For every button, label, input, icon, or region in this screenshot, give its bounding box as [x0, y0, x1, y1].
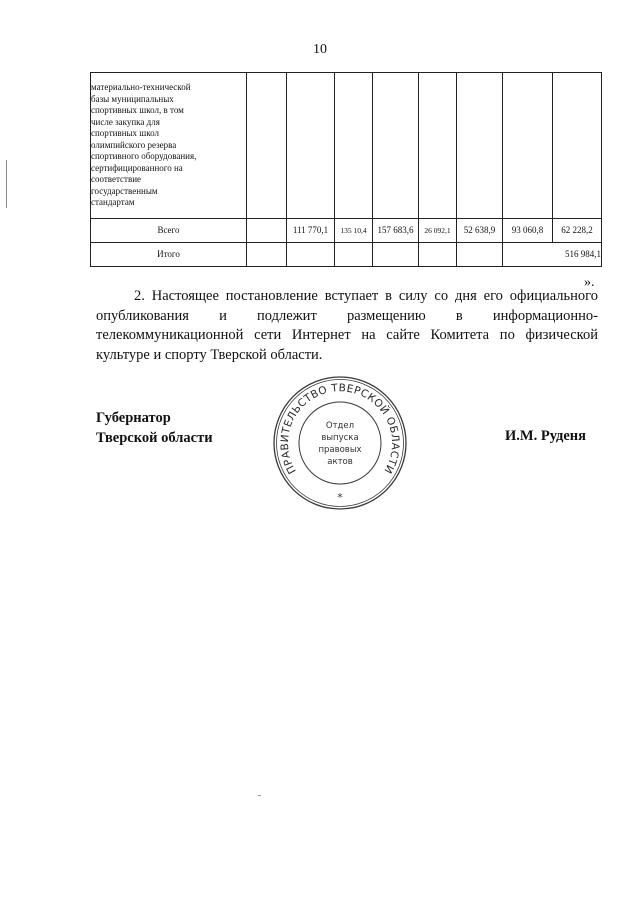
empty-cell	[503, 73, 553, 219]
total-value: 52 638,9	[457, 219, 503, 243]
description-line: спортивного оборудования,	[91, 151, 197, 162]
total-value: 135 10,4	[335, 219, 373, 243]
paragraph-2	[96, 287, 598, 365]
signatory-title	[96, 408, 213, 448]
signatory-name: И.М. Руденя	[505, 428, 587, 444]
total-label: Всего	[91, 219, 247, 243]
description-line: спортивных школ, в том	[91, 105, 184, 116]
grand-total-value: 516 984,1	[503, 243, 602, 267]
empty-cell	[335, 73, 373, 219]
empty-cell	[287, 243, 335, 267]
description-line: материально-технической	[91, 82, 191, 93]
description-line: стандартам	[91, 197, 135, 208]
official-seal	[272, 375, 408, 511]
empty-cell	[457, 73, 503, 219]
closing-quote: ».	[584, 275, 595, 290]
empty-cell	[419, 73, 457, 219]
empty-cell	[457, 243, 503, 267]
empty-cell	[287, 73, 335, 219]
page-number: 10	[313, 42, 327, 57]
seal-center-line: Отдел	[325, 421, 355, 431]
description-row	[91, 73, 602, 219]
total-value: 93 060,8	[503, 219, 553, 243]
description-line: государственным	[91, 185, 158, 196]
empty-cell	[247, 73, 287, 219]
signatory-title-line: Губернатор	[96, 410, 171, 426]
seal-ring-text: ПРАВИТЕЛЬСТВО ТВЕРСКОЙ ОБЛАСТИ	[278, 382, 402, 476]
empty-cell	[373, 243, 419, 267]
empty-cell	[335, 243, 373, 267]
signatory-title-line: Тверской области	[96, 430, 213, 446]
seal-center-line: правовых	[318, 445, 362, 455]
paragraph-line: опубликования и подлежит размещению в информационно-	[96, 307, 598, 324]
total-value: 62 228,2	[553, 219, 602, 243]
scan-speck	[258, 795, 261, 796]
budget-table	[90, 72, 602, 267]
description-line: числе закупка для	[91, 116, 160, 127]
empty-cell	[247, 219, 287, 243]
paragraph-line: телекоммуникационной сети Интернет на сайте Комитета по физической	[96, 327, 598, 343]
margin-mark	[6, 160, 7, 208]
description-line: базы муниципальных	[91, 93, 174, 104]
description-line: спортивных школ	[91, 128, 160, 139]
grand-total-row	[91, 243, 602, 267]
total-value: 111 770,1	[287, 219, 335, 243]
empty-cell	[553, 73, 602, 219]
description-line: олимпийского резерва	[91, 139, 177, 150]
total-value: 26 092,1	[419, 219, 457, 243]
empty-cell	[373, 73, 419, 219]
seal-center-line: актов	[327, 457, 353, 467]
total-row	[91, 219, 602, 243]
description-line: соответствие	[91, 174, 142, 185]
grand-total-label: Итого	[91, 243, 247, 267]
description-cell	[91, 73, 247, 219]
paragraph-line: 2. Настоящее постановление вступает в силу со дня его официального	[134, 288, 598, 304]
paragraph-line: культуре и спорту Тверской области.	[96, 346, 323, 363]
empty-cell	[419, 243, 457, 267]
seal-star-icon: *	[337, 491, 343, 504]
seal-center-line: выпуска	[321, 433, 359, 443]
total-value: 157 683,6	[373, 219, 419, 243]
empty-cell	[247, 243, 287, 267]
description-line: сертифицированного на	[91, 162, 183, 173]
